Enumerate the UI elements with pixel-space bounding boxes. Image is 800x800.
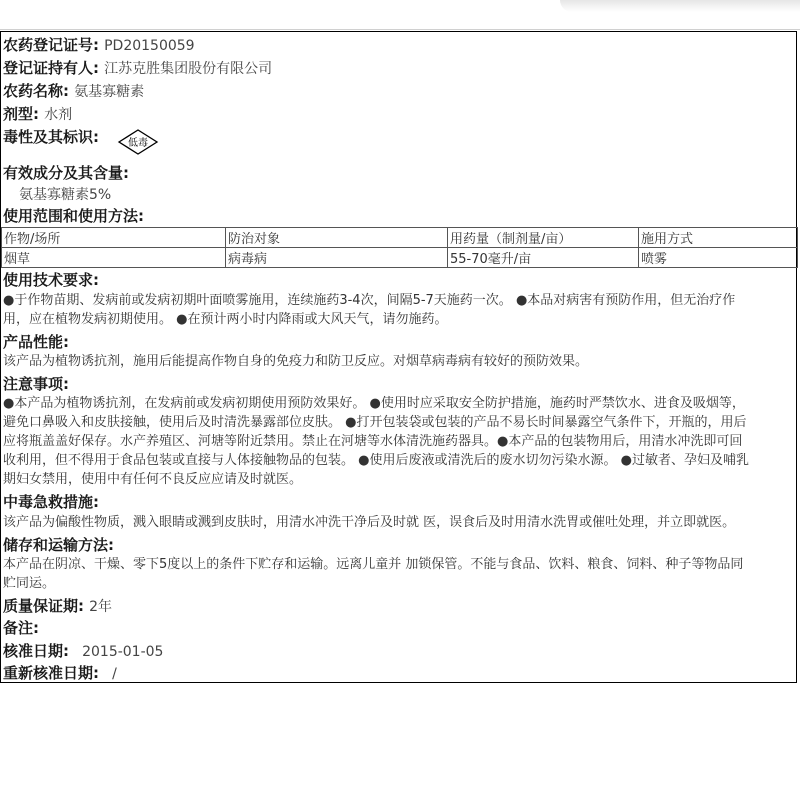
active-ingredient-value-row	[19, 184, 794, 205]
approval-date-value: 2015-01-05	[82, 644, 164, 660]
holder-row	[3, 58, 794, 79]
remarks-label: 备注:	[3, 619, 39, 637]
first-aid-label: 中毒急救措施:	[3, 493, 99, 511]
holder-label: 登记证持有人:	[3, 59, 99, 77]
first-aid-line-1: 该产品为偏酸性物质，溅入眼睛或溅到皮肤时，用清水冲洗干净后及时就 医，误食后及时用清水洗胃或催吐处理，并立即就医。	[3, 515, 736, 530]
active-ingredient-label: 有效成分及其含量:	[3, 164, 129, 182]
formulation-label: 剂型:	[3, 105, 39, 123]
usage-header-method: 施用方式	[639, 228, 798, 248]
usage-label: 使用范围和使用方法:	[3, 207, 144, 225]
usage-cell-crop: 烟草	[2, 248, 226, 268]
active-ingredient-label-row	[3, 163, 794, 183]
usage-cell-dosage: 55-70毫升/亩	[448, 248, 639, 268]
precautions-label: 注意事项:	[3, 375, 69, 393]
usage-table-header	[2, 228, 798, 248]
tech-requirements-label: 使用技术要求:	[3, 271, 99, 289]
usage-header-target: 防治对象	[226, 228, 448, 248]
performance-label: 产品性能:	[3, 333, 69, 351]
formulation-row	[3, 104, 794, 125]
reapproval-date-label: 重新核准日期:	[3, 664, 99, 682]
storage-line-2: 贮同运。	[3, 576, 56, 591]
remarks-row	[3, 618, 794, 639]
pesticide-name-row	[3, 81, 794, 102]
performance-line-1: 该产品为植物诱抗剂，施用后能提高作物自身的免疫力和防卫反应。对烟草病毒病有较好的预防效果。	[3, 354, 589, 369]
top-bar-divider	[0, 29, 800, 30]
precautions-line-1: ●本产品为植物诱抗剂，在发病前或发病初期使用预防效果好。 ●使用时应采取安全防护措施，施药时严禁饮水、进食及吸烟等，	[3, 396, 745, 411]
storage-label-row	[3, 535, 794, 555]
holder-value: 江苏克胜集团股份有限公司	[104, 61, 273, 77]
approval-date-row	[3, 641, 794, 662]
usage-label-row	[3, 206, 794, 226]
usage-cell-target: 病毒病	[226, 248, 448, 268]
shelf-life-value: 2年	[89, 599, 113, 615]
table-row	[2, 248, 798, 268]
usage-header-dosage: 用药量（制剂量/亩）	[448, 228, 639, 248]
pesticide-registration-card	[0, 31, 797, 683]
precautions-line-5: 期妇女禁用，使用中有任何不良反应应请及时就医。	[3, 472, 303, 487]
shelf-life-label: 质量保证期:	[3, 597, 84, 615]
toxicity-label: 毒性及其标识:	[3, 128, 99, 146]
storage-label: 储存和运输方法:	[3, 536, 114, 554]
precautions-line-4: 收利用，但不得用于食品包装或直接与人体接触物品的包装。 ●使用后废液或清洗后的废水切勿污染水源。 ●过敏者、孕妇及哺乳	[3, 453, 749, 468]
first-aid-label-row	[3, 492, 794, 512]
usage-table	[1, 227, 798, 268]
precautions-line-3: 应将瓶盖盖好保存。水产养殖区、河塘等附近禁用。禁止在河塘等水体清洗施药器具。●本产品的包装物用后，用清水冲洗即可回	[3, 434, 743, 449]
top-bar-shadow	[560, 0, 800, 12]
formulation-value: 水剂	[44, 107, 73, 123]
usage-cell-method: 喷雾	[639, 248, 798, 268]
storage-line-1: 本产品在阴凉、干燥、零下5度以上的条件下贮存和运输。远离儿童并 加锁保管。不能与食品、饮料、粮食、饲料、种子等物品同	[3, 557, 744, 572]
approval-date-label: 核准日期:	[3, 642, 69, 660]
usage-header-crop: 作物/场所	[2, 228, 226, 248]
tech-requirements-line-1: ●于作物苗期、发病前或发病初期叶面喷雾施用，连续施药3-4次，间隔5-7天施药一次。 ●本品对病害有预防作用，但无治疗作	[3, 293, 736, 308]
registration-no-label: 农药登记证号:	[3, 36, 99, 54]
active-ingredient-value: 氨基寡糖素5%	[19, 187, 112, 203]
reapproval-date-row	[3, 663, 794, 684]
precautions-line-2: 避免口鼻吸入和皮肤接触，使用后及时清洗暴露部位皮肤。 ●打开包装袋或包装的产品不易长时间暴露空气条件下，开瓶的，用后	[3, 415, 747, 430]
diamond-toxicity-icon	[117, 128, 159, 156]
reapproval-date-value: /	[112, 666, 117, 682]
registration-no-value: PD20150059	[104, 38, 195, 54]
toxicity-badge-text: 低毒	[128, 138, 148, 149]
tech-requirements-label-row	[3, 270, 794, 290]
top-bar	[0, 0, 800, 30]
shelf-life-row	[3, 596, 794, 617]
registration-no-row	[3, 35, 794, 56]
tech-requirements-line-2: 用，应在植物发病初期使用。 ●在预计两小时内降雨或大风天气，请勿施药。	[3, 312, 448, 327]
performance-label-row	[3, 332, 794, 352]
precautions-label-row	[3, 374, 794, 394]
pesticide-name-value: 氨基寡糖素	[74, 84, 145, 100]
pesticide-name-label: 农药名称:	[3, 82, 69, 100]
